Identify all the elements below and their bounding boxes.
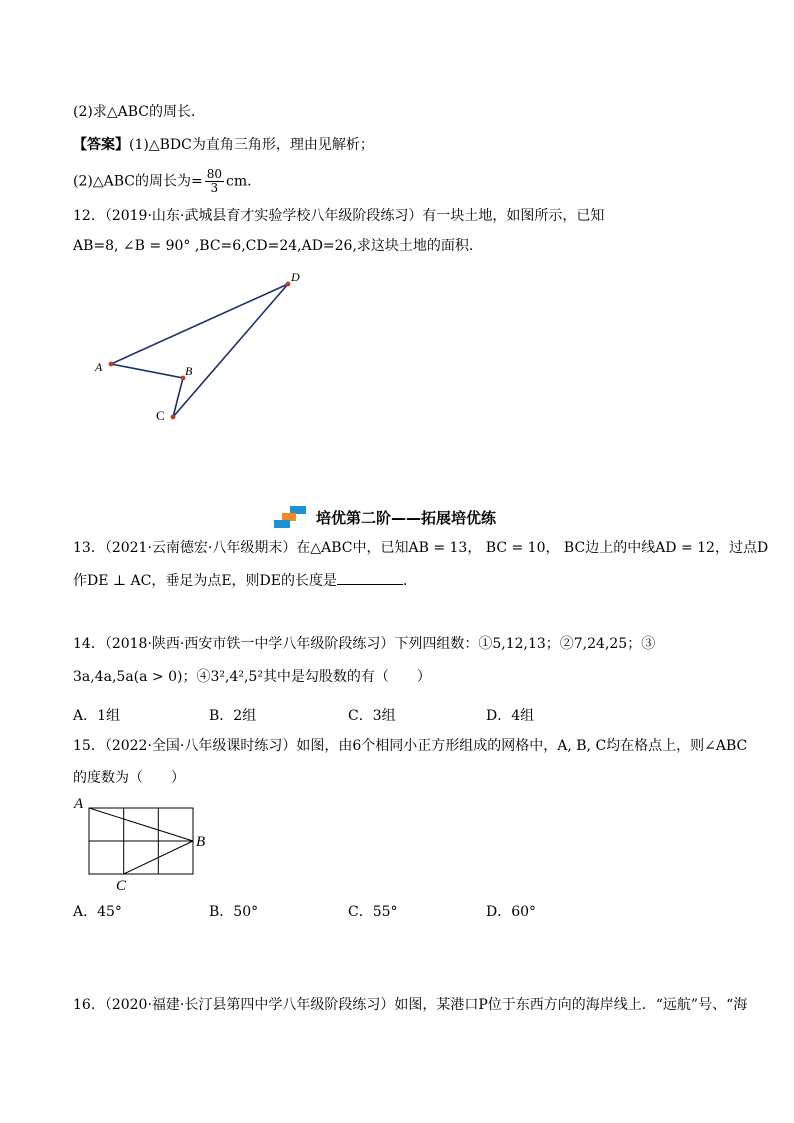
q15-option-b: B．50°: [209, 904, 259, 920]
segment-ab: [89, 808, 193, 841]
label-a: A: [95, 360, 103, 374]
q15-text-line2: 的度数为（ ）: [73, 770, 185, 786]
q13-text-line1: 13．（2021·云南德宏·八年级期末）在△ABC中，已知AB = 13， BC = 10， BC边上的中线AD = 12，过点D: [73, 540, 769, 556]
label-b: B: [185, 364, 193, 378]
fraction-numerator: 80: [206, 167, 222, 181]
grid-label-b: B: [196, 834, 206, 850]
q11-answer1: (1)△BDC为直角三角形，理由见解析；: [129, 137, 374, 153]
fraction-denominator: 3: [210, 181, 219, 195]
q12-text-line2: AB=8, ∠B = 90° ,BC=6,CD=24,AD=26,求这块土地的面积.: [73, 238, 474, 254]
q11-part2-question: (2)求△ABC的周长．: [73, 104, 205, 120]
q13-line2-suffix: ．: [403, 573, 417, 589]
q15-text-line1: 15．（2022·全国·八年级课时练习）如图，由6个相同小正方形组成的网格中，A, B, C均在格点上，则∠ABC: [73, 738, 748, 754]
q14-option-a: A．1组: [73, 708, 121, 724]
q11-answer2-prefix: (2)△ABC的周长为=: [73, 173, 203, 190]
q11-answer2-unit: cm.: [225, 173, 252, 190]
label-c: C: [156, 408, 165, 423]
q14-option-c: C．3组: [348, 708, 396, 724]
q15-option-a: A．45°: [73, 904, 122, 920]
grid-label-c: C: [116, 878, 127, 894]
grid-label-a: A: [74, 796, 84, 812]
q12-text-line1: 12．（2019·山东·武城县育才实验学校八年级阶段练习）有一块土地，如图所示，已知: [73, 208, 605, 224]
q13-line2-prefix: 作DE ⊥ AC，垂足为点E，则DE的长度是: [73, 573, 337, 589]
answer-tag: 【答案】: [73, 137, 129, 153]
q14-option-d: D．4组: [486, 708, 535, 724]
q15-option-d: D．60°: [486, 904, 537, 920]
section-title: 培优第二阶——拓展培优练: [316, 508, 497, 527]
q14-option-b: B．2组: [209, 708, 257, 724]
q15-option-c: C．55°: [348, 904, 398, 920]
q16-text-line1: 16．（2020·福建·长汀县第四中学八年级阶段练习）如图，某港口P位于东西方向的海岸线上．“远航”号、“海: [73, 997, 748, 1013]
label-d: D: [291, 270, 300, 284]
q14-text-line2: 3a,4a,5a(a > 0)；④3²,4²,5²其中是勾股数的有（ ）: [73, 669, 431, 685]
q14-text-line1: 14．（2018·陕西·西安市铁一中学八年级阶段练习）下列四组数：①5,12,13；②7,24,25；③: [73, 636, 656, 652]
